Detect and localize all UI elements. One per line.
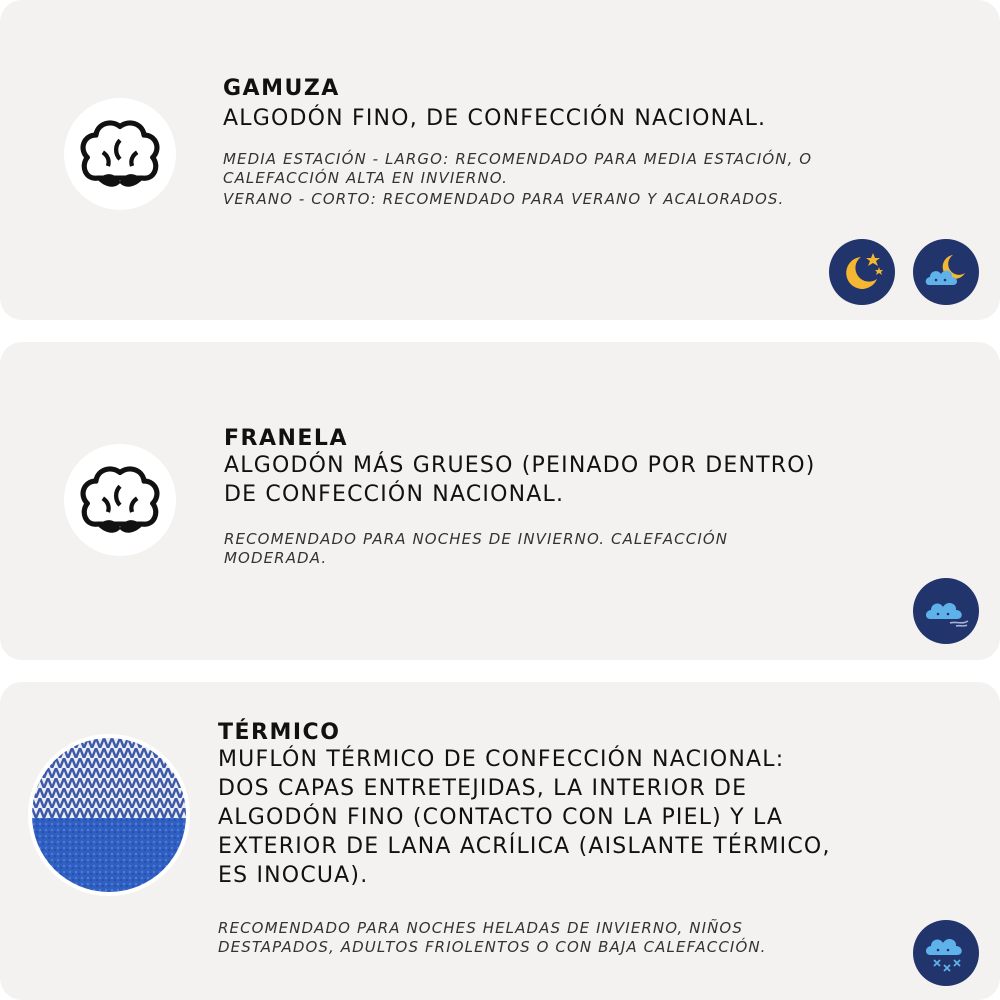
cotton-icon xyxy=(64,444,176,556)
card-note: RECOMENDADO PARA NOCHES HELADAS DE INVIERNO, NIÑOS DESTAPADOS, ADULTOS FRIOLENTOS O CON BAJA CALEFACCIÓN. xyxy=(218,919,767,956)
card-title: GAMUZA xyxy=(223,76,340,101)
card-gamuza xyxy=(0,0,1000,320)
cloud-moon-icon xyxy=(913,239,979,305)
cloud-snow-icon xyxy=(913,920,979,986)
cotton-icon xyxy=(64,98,176,210)
card-note: RECOMENDADO PARA NOCHES DE INVIERNO. CALEFACCIÓN MODERADA. xyxy=(224,530,729,567)
card-title: TÉRMICO xyxy=(218,720,341,745)
knit-fabric-image xyxy=(28,734,190,896)
card-termico xyxy=(0,682,1000,1000)
card-description: ALGODÓN FINO, DE CONFECCIÓN NACIONAL. xyxy=(223,106,767,131)
card-note: MEDIA ESTACIÓN - LARGO: RECOMENDADO PARA MEDIA ESTACIÓN, O CALEFACCIÓN ALTA EN INVIERNO. xyxy=(223,150,813,187)
card-description: ALGODÓN MÁS GRUESO (PEINADO POR DENTRO) DE CONFECCIÓN NACIONAL. xyxy=(224,453,816,507)
card-description: MUFLÓN TÉRMICO DE CONFECCIÓN NACIONAL: DOS CAPAS ENTRETEJIDAS, LA INTERIOR DE ALGODÓN FINO (CONTACTO CON LA PIEL) Y LA EXTERIOR DE LANA ACRÍLICA (AISLANTE TÉRMICO, ES INOCUA). xyxy=(218,747,831,888)
cloud-wind-icon xyxy=(913,578,979,644)
moon-stars-icon xyxy=(829,239,895,305)
card-franela xyxy=(0,342,1000,660)
card-title: FRANELA xyxy=(224,426,348,451)
card-note: VERANO - CORTO: RECOMENDADO PARA VERANO Y ACALORADOS. xyxy=(223,190,785,208)
